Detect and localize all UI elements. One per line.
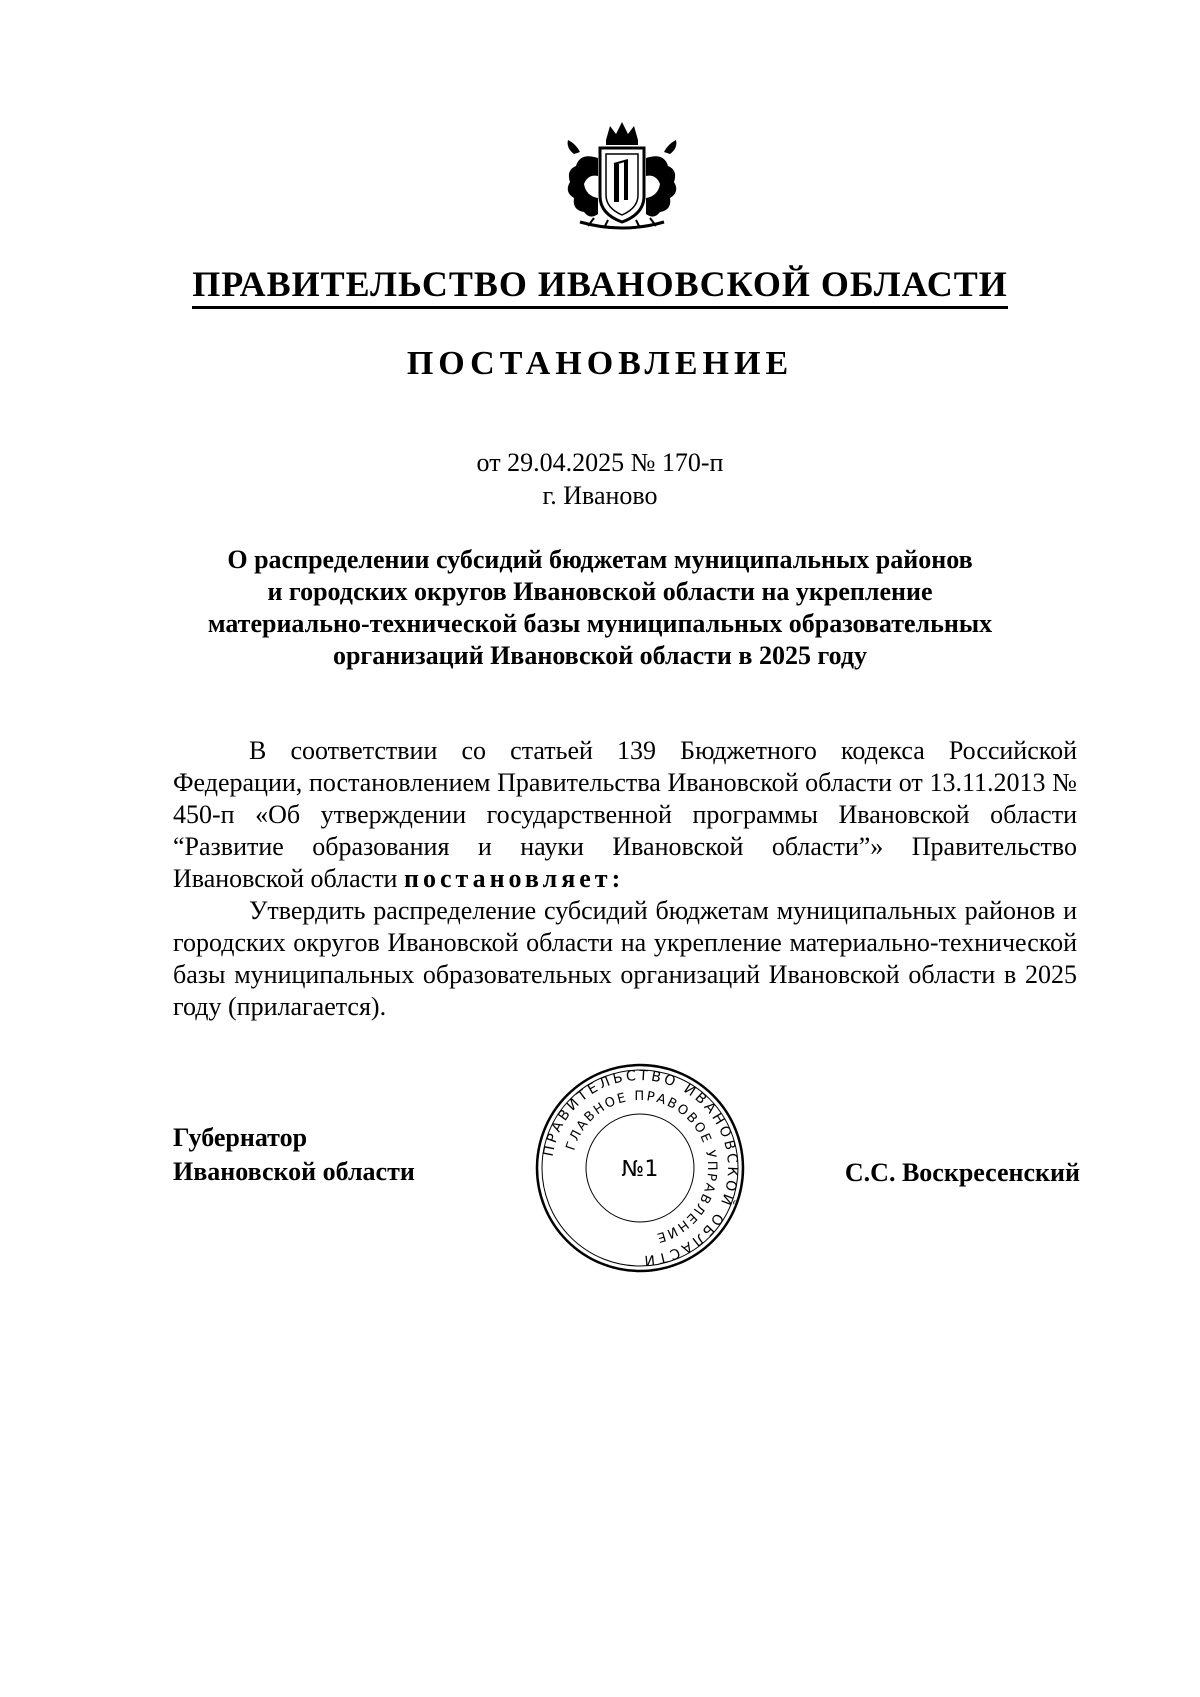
paragraph-text: В соответствии со статьей 139 Бюджетного кодекса Российской Федерации, постановлением Правительства Ивановской области от 13.11.2013 № 450-п «Об утверждении государственной программы Ивановской области “Развитие образования и науки Ивановской области”» Правительство Ивановской области: [173, 736, 1077, 893]
document-type: ПОСТАНОВЛЕНИЕ: [406, 345, 794, 382]
stamp-outer-text: ПРАВИТЕЛЬСТВО ИВАНОВСКОЙ ОБЛАСТИ: [540, 1067, 741, 1269]
stamp-inner-text: ГЛАВНОЕ ПРАВОВОЕ УПРАВЛЕНИЕ: [563, 1088, 720, 1246]
signatory-position: [173, 1121, 415, 1189]
subject-line: О распределении субсидий бюджетам муниципальных районов: [227, 545, 973, 574]
decree-verb: постановляет:: [403, 864, 625, 893]
subject-line: материально-технической базы муниципальных образовательных: [207, 609, 993, 638]
coat-of-arms-icon: [554, 118, 690, 232]
body-paragraph-2: Утвердить распределение субсидий бюджетам муниципальных районов и городских округов Ивановской области на укрепление материально-технической базы муниципальных образовательных организаций Ивановской области в 2025 году (прилагается).: [173, 896, 1077, 1021]
subject-line: и городских округов Ивановской области на укрепление: [267, 577, 933, 606]
body-paragraph-1: [173, 735, 1077, 895]
document-city: г. Иваново: [542, 481, 658, 510]
organization-name: ПРАВИТЕЛЬСТВО ИВАНОВСКОЙ ОБЛАСТИ: [192, 264, 1008, 309]
official-stamp: [534, 1062, 746, 1274]
stamp-number: №1: [621, 1157, 659, 1182]
document-date-number: от 29.04.2025 № 170-п: [476, 448, 724, 477]
signatory-name: С.С. Воскресенский: [844, 1158, 1080, 1187]
organization-title: [0, 262, 1200, 306]
position-line: Ивановской области: [173, 1157, 415, 1186]
position-line: Губернатор: [173, 1123, 308, 1152]
document-subject: [170, 544, 1030, 672]
subject-line: организаций Ивановской области в 2025 году: [332, 641, 868, 670]
